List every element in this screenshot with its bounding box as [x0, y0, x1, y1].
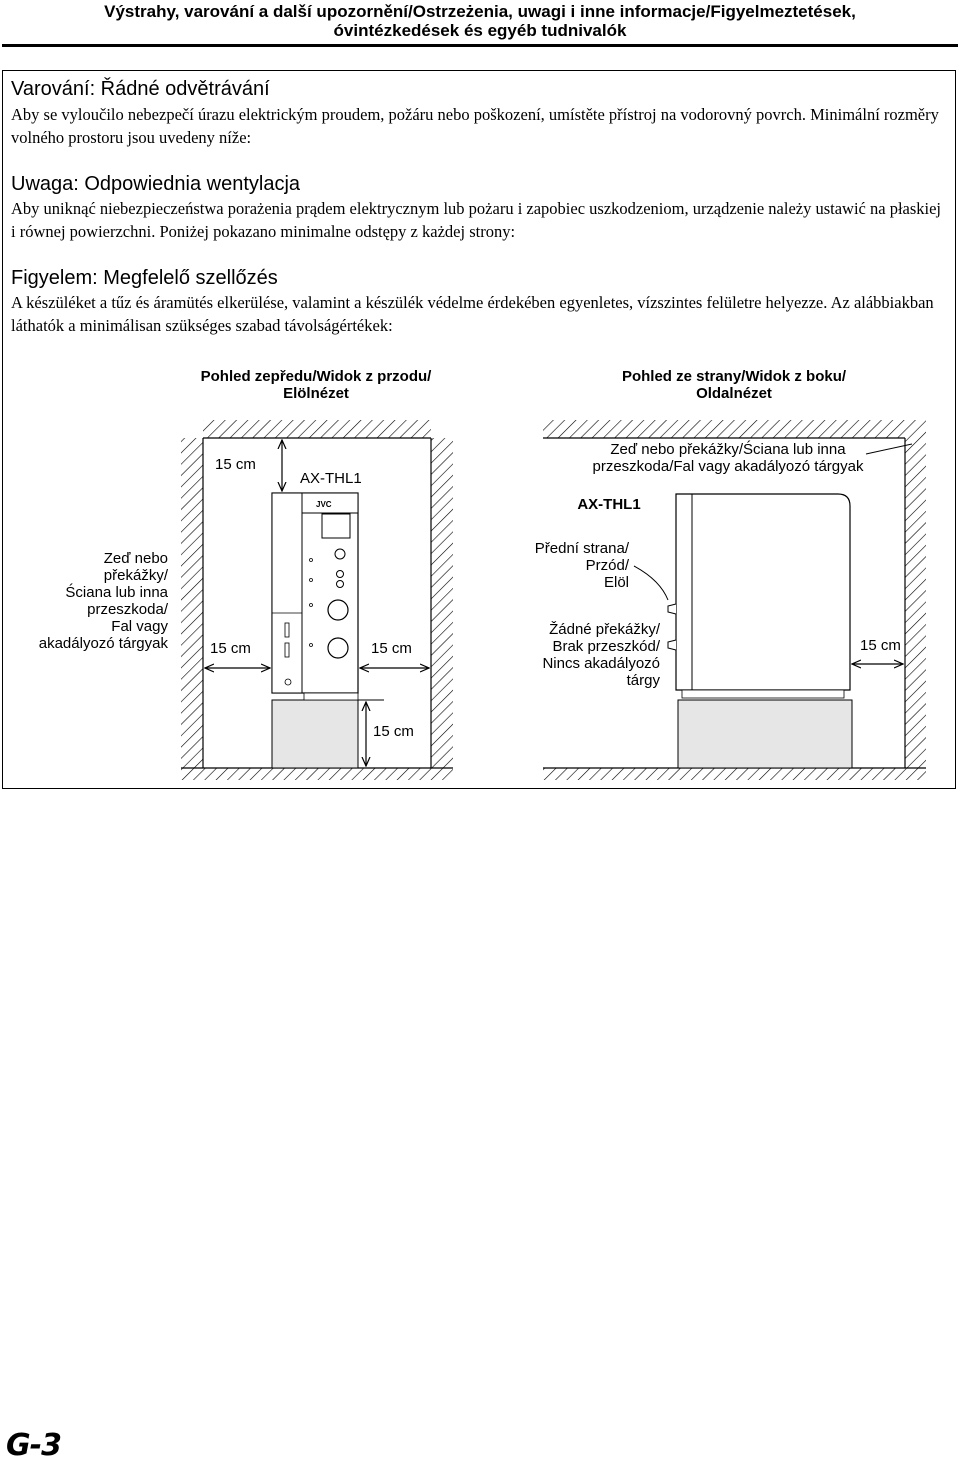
front-wall-label-1: Zeď nebo [103, 550, 168, 567]
front-wall-label-4: przeszkoda/ [87, 601, 168, 618]
side-no-obstacle-label-4: tárgy [626, 672, 660, 689]
side-stand [678, 700, 852, 768]
front-wall-label-3: Ściana lub inna [65, 584, 168, 601]
front-wall-label-2: překážky/ [103, 567, 168, 584]
side-no-obstacle-label-1: Žádné překážky/ [549, 621, 660, 638]
front-unit-knob-1 [328, 600, 348, 620]
front-wall-label-6: akadályozó tárgyak [38, 635, 168, 652]
front-bottom-gap: 15 cm [373, 723, 414, 740]
front-stand [272, 700, 358, 768]
front-left-wall-hatch [181, 438, 203, 768]
side-view [535, 420, 926, 780]
side-view-title-1: Pohled ze strany/Widok z boku/ [621, 368, 847, 385]
side-floor-hatch [543, 768, 926, 780]
side-no-obstacle-label-3: Nincs akadályozó [542, 655, 660, 672]
front-unit-brand: JVC [316, 500, 332, 509]
front-view [39, 420, 453, 780]
front-left-gap: 15 cm [210, 640, 251, 657]
side-wall-label-1: Zeď nebo překážky/Ściana lub inna [610, 441, 846, 458]
section-title-cz: Varování: Řádné odvětrávání [11, 78, 270, 100]
section-body-pl: Aby uniknąć niebezpieczeństwa porażenia prądem elektrycznym lub pożaru i zapobiec uszkodzeniom, urządzenie należy ustawić na płaskiej i równej powierzchni. Poniżej pokazano minimalne odstępy z każdej strony: [11, 199, 942, 241]
front-model-label: AX-THL1 [300, 470, 362, 487]
side-wall-label-2: przeszkoda/Fal vagy akadályozó tárgyak [592, 458, 864, 475]
front-ceiling-hatch [203, 420, 431, 438]
side-no-obstacle-label-2: Brak przeszkód/ [552, 638, 660, 655]
section-body-hu: A készüléket a tűz és áramütés elkerülése, valamint a készülék védelme érdekében egyenletes, vízszintes felületre helyezze. Az alábbiakban láthatók a minimálisan szükséges szabad távolságértékek: [11, 293, 934, 335]
header-line-1: Výstrahy, varování a další upozornění/Ostrzeżenia, uwagi i inne informacje/Figyelmeztetések, [104, 2, 856, 21]
side-view-title-2: Oldalnézet [696, 385, 772, 402]
side-unit-body [676, 494, 850, 690]
front-view-title-1: Pohled zepředu/Widok z przodu/ [200, 368, 432, 385]
front-wall-label-5: Fal vagy [111, 618, 168, 635]
front-unit-display [322, 514, 350, 538]
side-model-label: AX-THL1 [577, 496, 641, 513]
side-right-gap: 15 cm [860, 637, 901, 654]
section-body-cz: Aby se vyloučilo nebezpečí úrazu elektrickým proudem, požáru nebo poškození, umístěte přístroj na vodorovný povrch. Minimální rozměry volného prostoru jsou uvedeny níže: [11, 105, 939, 147]
side-right-wall-hatch [905, 438, 926, 768]
side-front-label-1: Přední strana/ [534, 540, 629, 557]
side-front-label-3: Elöl [603, 574, 629, 591]
front-floor-hatch [181, 768, 453, 780]
side-ceiling-hatch [543, 420, 926, 438]
front-right-wall-hatch [431, 438, 453, 768]
front-unit-knob-2 [328, 638, 348, 658]
front-view-title-2: Elölnézet [283, 385, 349, 402]
side-front-label-2: Przód/ [585, 557, 629, 574]
front-top-gap: 15 cm [215, 456, 256, 473]
front-right-gap: 15 cm [371, 640, 412, 657]
section-title-pl: Uwaga: Odpowiednia wentylacja [11, 173, 301, 195]
section-title-hu: Figyelem: Megfelelő szellőzés [11, 267, 278, 289]
page-number: G-3 [6, 1428, 61, 1463]
header-line-2: óvintézkedések és egyéb tudnivalók [333, 21, 627, 40]
